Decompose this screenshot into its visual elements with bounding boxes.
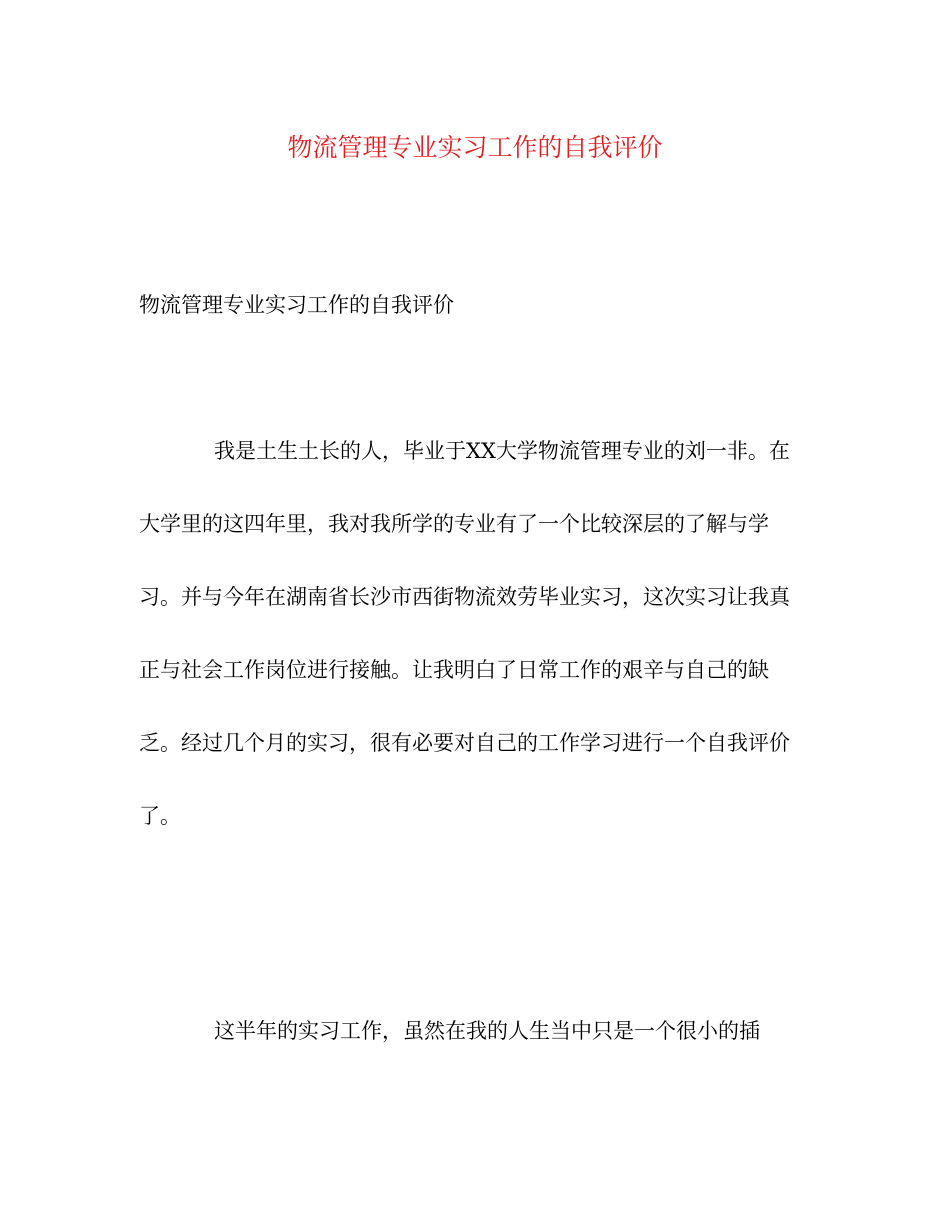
- paragraph-second: [139, 1016, 819, 1089]
- paragraph-line: 这半年的实习工作，虽然在我的人生当中只是一个很小的插: [214, 1019, 760, 1043]
- paragraph-line: 了。: [139, 804, 181, 828]
- document-title: 物流管理专业实习工作的自我评价: [287, 133, 663, 162]
- paragraph-line: 乏。经过几个月的实习，很有必要对自己的工作学习进行一个自我评价: [139, 731, 790, 755]
- paragraph-line: 习。并与今年在湖南省长沙市西街物流效劳毕业实习，这次实习让我真: [139, 585, 790, 609]
- paragraph-line: 大学里的这四年里，我对我所学的专业有了一个比较深层的了解与学: [139, 512, 769, 536]
- paragraph-line: 正与社会工作岗位进行接触。让我明白了日常工作的艰辛与自己的缺: [139, 658, 769, 682]
- document-subtitle: 物流管理专业实习工作的自我评价: [139, 293, 454, 317]
- paragraph-intro: [139, 436, 819, 874]
- paragraph-line: 我是土生土长的人，毕业于XX大学物流管理专业的刘一非。在: [214, 439, 790, 463]
